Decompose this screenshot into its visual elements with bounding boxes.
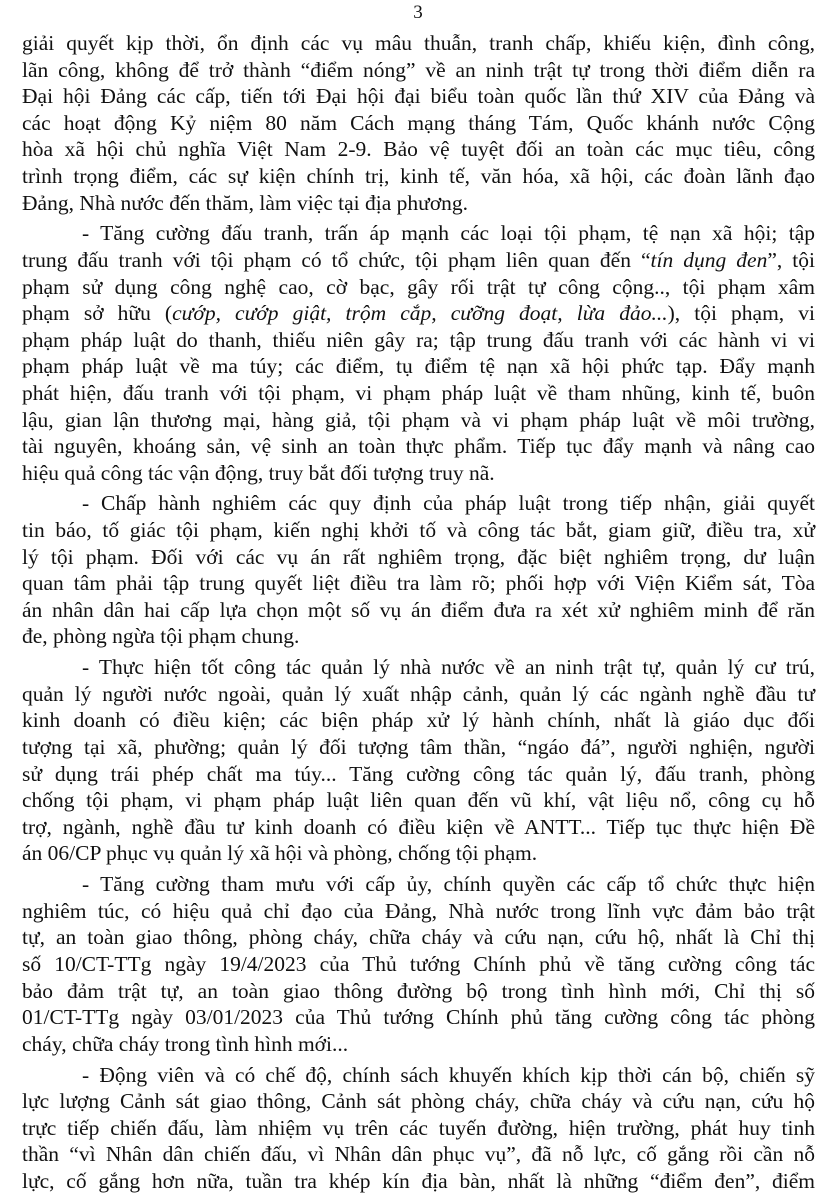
- text-line: án nhân dân hai cấp lựa chọn một số vụ án điểm đưa ra xét xử nghiêm minh để răn: [22, 597, 815, 622]
- text-line: nghiêm túc, có hiệu quả chỉ đạo của Đảng, Nhà nước trong lĩnh vực đảm bảo trật: [22, 898, 815, 923]
- text-line: - Tăng cường tham mưu với cấp ủy, chính quyền các cấp tổ chức thực hiện: [82, 872, 815, 897]
- text-segment: ), tội phạm, vi: [667, 301, 815, 326]
- text-line: - Chấp hành nghiêm các quy định của pháp luật trong tiếp nhận, giải quyết: [82, 491, 815, 516]
- text-line: các hoạt động Kỷ niệm 80 năm Cách mạng tháng Tám, Quốc khánh nước Cộng: [22, 110, 815, 135]
- italic-text: cướp, cướp giật, trộm cắp, cưỡng đoạt, lừa đảo...: [172, 301, 668, 326]
- text-line: lãn công, không để trở thành “điểm nóng” về an ninh trật tự trong thời điểm diễn ra: [22, 57, 815, 82]
- text-line: lực, cố gắng hơn nữa, tuần tra khép kín địa bàn, nhất là những “điểm đen”, điểm: [22, 1168, 815, 1193]
- text-line: - Tăng cường đấu tranh, trấn áp mạnh các loại tội phạm, tệ nạn xã hội; tập: [82, 221, 815, 246]
- text-line: án 06/CP phục vụ quản lý xã hội và phòng, chống tội phạm.: [22, 841, 538, 866]
- text-line: cháy, chữa cháy trong tình hình mới...: [22, 1031, 349, 1056]
- text-line: sử dụng trái phép chất ma túy... Tăng cường công tác quản lý, đấu tranh, phòng: [22, 761, 815, 786]
- paragraph: [22, 871, 815, 1057]
- text-line: đe, phòng ngừa tội phạm chung.: [22, 624, 300, 649]
- text-line: [22, 247, 815, 274]
- text-line: Đảng, Nhà nước đến thăm, làm việc tại địa phương.: [22, 190, 469, 215]
- text-line: tượng tại xã, phường; quản lý đối tượng tâm thần, “ngáo đá”, người nghiện, người: [22, 735, 815, 759]
- paragraph: [22, 1062, 815, 1195]
- page-number: 3: [413, 2, 423, 23]
- text-line: kinh doanh có điều kiện; các biện pháp xử lý hành chính, nhất là giáo dục đối: [22, 708, 815, 733]
- text-line: phạm pháp luật về ma túy; các điểm, tụ điểm tệ nạn xã hội phức tạp. Đẩy mạnh: [22, 354, 815, 379]
- text-line: số 10/CT-TTg ngày 19/4/2023 của Thủ tướng Chính phủ về tăng cường công tác: [22, 951, 815, 976]
- text-line: quan tâm phải tập trung quyết liệt điều tra làm rõ; phối hợp với Viện Kiểm sát, Tòa: [22, 571, 815, 596]
- text-line: 01/CT-TTg ngày 03/01/2023 của Thủ tướng Chính phủ tăng cường công tác phòng: [22, 1005, 815, 1030]
- paragraph: [22, 654, 815, 867]
- paragraph: [22, 220, 815, 486]
- text-line: bảo đảm trật tự, an toàn giao thông đường bộ trong tình hình mới, Chỉ thị số: [22, 978, 815, 1003]
- text-line: lực lượng Cảnh sát giao thông, Cảnh sát phòng cháy, chữa cháy và cứu nạn, cứu hộ: [22, 1089, 815, 1114]
- text-line: Đại hội Đảng các cấp, tiến tới Đại hội đại biểu toàn quốc lần thứ XIV của Đảng và: [22, 84, 815, 109]
- paragraph: [22, 30, 815, 216]
- text-line: trực tiếp chiến đấu, làm nhiệm vụ trên các tuyến đường, hiện trường, phát huy tinh: [22, 1115, 815, 1140]
- italic-text: tín dụng đen: [650, 247, 768, 272]
- text-line: hiệu quả công tác vận động, truy bắt đối tượng truy nã.: [22, 460, 495, 485]
- document-body: [22, 30, 815, 1199]
- text-line: tin báo, tố giác tội phạm, kiến nghị khởi tố và công tác bắt, giam giữ, điều tra, xử: [22, 518, 815, 543]
- text-line: quản lý người nước ngoài, quản lý xuất nhập cảnh, quản lý các ngành nghề đầu tư: [22, 681, 815, 706]
- text-line: [22, 300, 815, 327]
- text-line: trình trọng điểm, các sự kiện chính trị, kinh tế, văn hóa, xã hội, các đoàn lãnh đạo: [22, 163, 815, 188]
- text-line: giải quyết kịp thời, ổn định các vụ mâu thuẫn, tranh chấp, khiếu kiện, đình công,: [22, 31, 815, 55]
- text-line: phạm pháp luật do thanh, thiếu niên gây ra; tập trung đấu tranh với các hành vi vi: [22, 327, 815, 352]
- text-line: phạm sử dụng công nghệ cao, cờ bạc, gây rối trật tự công cộng.., tội phạm xâm: [22, 274, 815, 299]
- text-segment: trung đấu tranh với tội phạm có tổ chức, tội phạm liên quan đến “: [22, 247, 651, 272]
- text-line: chống tội phạm, vi phạm pháp luật liên quan đến vũ khí, vật liệu nổ, công cụ hỗ: [22, 788, 815, 813]
- paragraph: [22, 490, 815, 650]
- text-line: - Thực hiện tốt công tác quản lý nhà nước về an ninh trật tự, quản lý cư trú,: [82, 655, 815, 680]
- text-line: hòa xã hội chủ nghĩa Việt Nam 2-9. Bảo vệ tuyệt đối an toàn các mục tiêu, công: [22, 137, 815, 162]
- text-segment: ”, tội: [767, 247, 815, 272]
- text-segment: phạm sở hữu (: [22, 301, 173, 326]
- text-line: tài nguyên, khoáng sản, vệ sinh an toàn thực phẩm. Tiếp tục đẩy mạnh và nâng cao: [22, 434, 815, 459]
- text-line: lý tội phạm. Đối với các vụ án rất nghiêm trọng, đặc biệt nghiêm trọng, dư luận: [22, 544, 815, 569]
- text-line: thần “vì Nhân dân chiến đấu, vì Nhân dân phục vụ”, đã nỗ lực, cố gắng rồi cần nỗ: [22, 1142, 815, 1167]
- text-line: - Động viên và có chế độ, chính sách khuyến khích kịp thời cán bộ, chiến sỹ: [82, 1062, 815, 1087]
- text-line: trợ, ngành, nghề đầu tư kinh doanh có điều kiện về ANTT... Tiếp tục thực hiện Đề: [22, 814, 815, 839]
- text-line: tự, an toàn giao thông, phòng cháy, chữa cháy và cứu nạn, cứu hộ, nhất là Chỉ thị: [22, 925, 815, 950]
- text-line: phát hiện, đấu tranh với tội phạm, vi phạm pháp luật về tham nhũng, kinh tế, buôn: [22, 380, 815, 405]
- text-line: lậu, gian lận thương mại, hàng giả, tội phạm và vi phạm pháp luật về môi trường,: [22, 407, 815, 432]
